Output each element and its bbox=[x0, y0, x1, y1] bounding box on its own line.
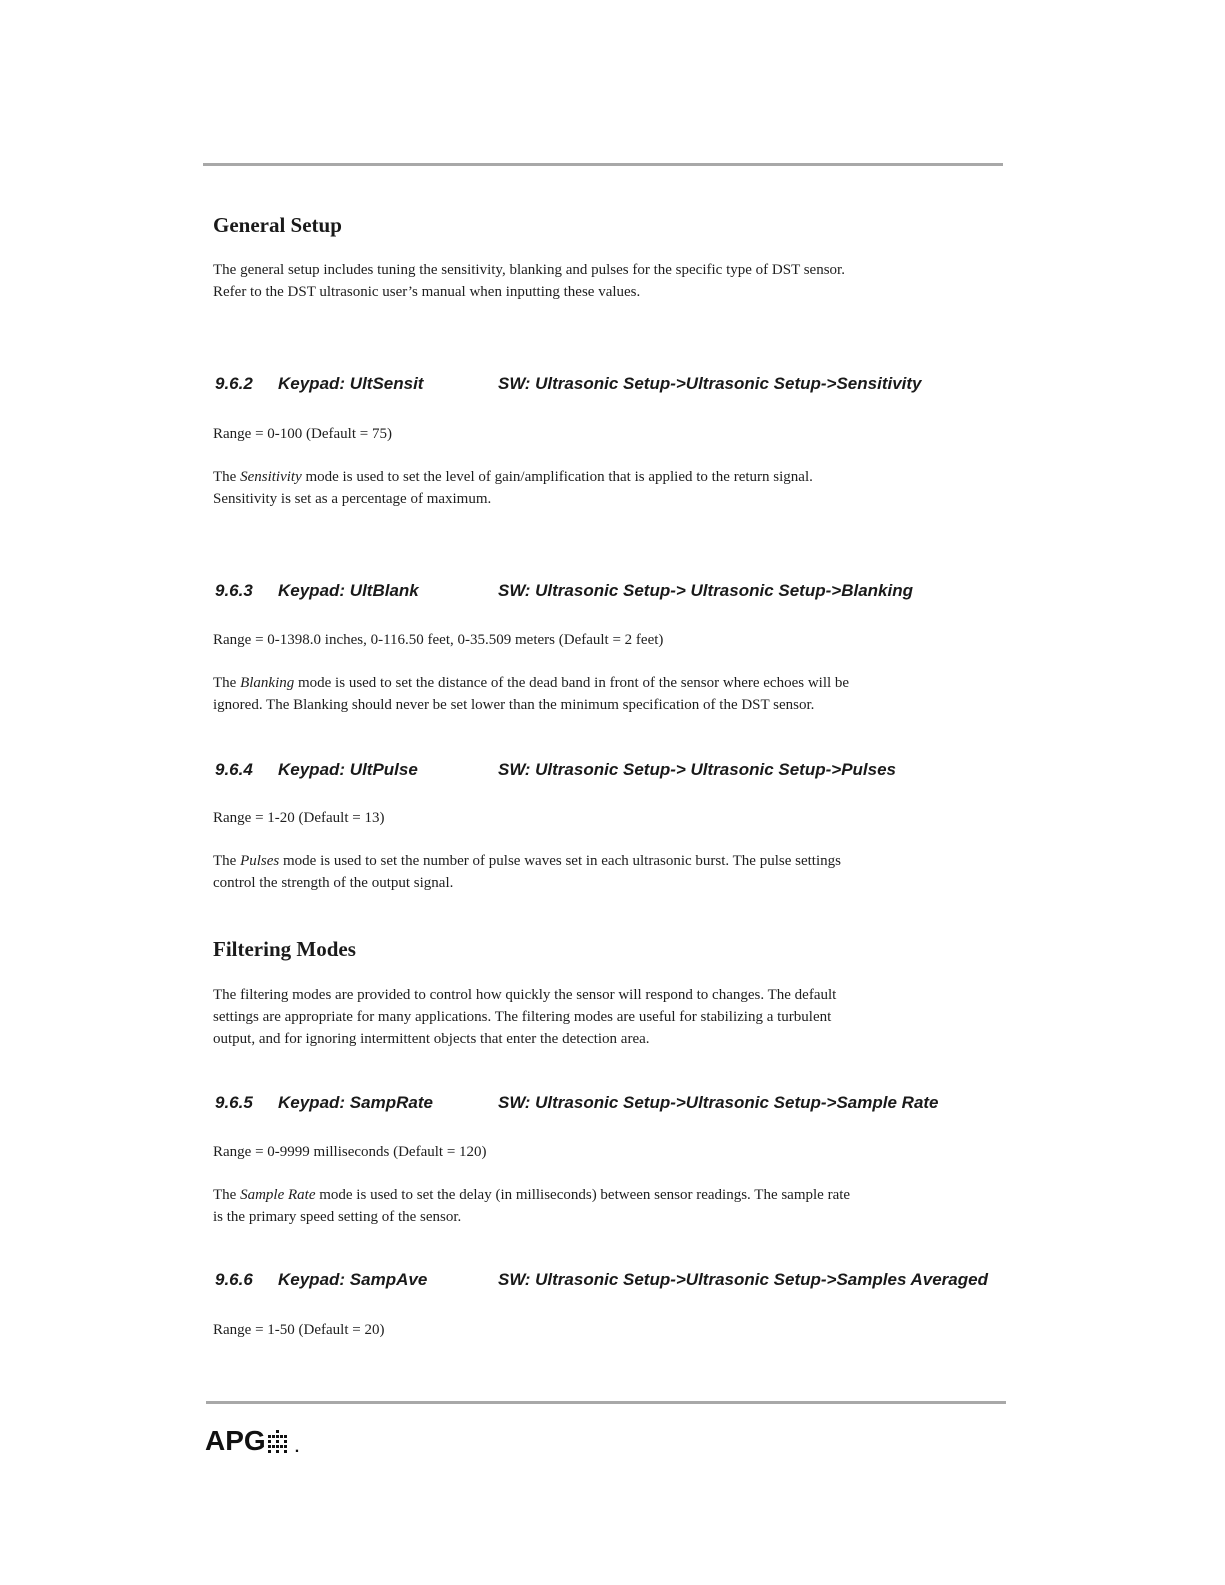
keypad-command: Keypad: SampAve bbox=[278, 1270, 428, 1289]
section-number: 9.6.4 bbox=[215, 760, 253, 779]
section-9-6-4-range bbox=[213, 807, 993, 829]
footer-rule bbox=[206, 1401, 1006, 1404]
description-line-1 bbox=[213, 850, 993, 872]
section-9-6-6-heading bbox=[215, 1269, 1015, 1291]
logo-dot-grid-icon bbox=[268, 1430, 294, 1454]
range-text: Range = 0-9999 milliseconds (Default = 120) bbox=[213, 1144, 487, 1160]
desc-pre: The bbox=[213, 1187, 241, 1203]
section-number: 9.6.3 bbox=[215, 581, 253, 600]
mode-name: Blanking bbox=[240, 675, 295, 691]
software-path: SW: Ultrasonic Setup-> Ultrasonic Setup->Pulses bbox=[498, 760, 897, 779]
software-path: SW: Ultrasonic Setup->Ultrasonic Setup->Samples Averaged bbox=[498, 1270, 988, 1289]
keypad-command: Keypad: UltSensit bbox=[278, 374, 424, 393]
range-text: Range = 1-50 (Default = 20) bbox=[213, 1322, 385, 1338]
description-line-1 bbox=[213, 672, 993, 694]
description-line-1 bbox=[213, 1184, 993, 1206]
general-setup-paragraph bbox=[213, 259, 993, 303]
keypad-command: Keypad: UltPulse bbox=[278, 760, 418, 779]
range-text: Range = 0-100 (Default = 75) bbox=[213, 426, 392, 442]
general-setup-heading: General Setup bbox=[213, 213, 342, 237]
filtering-line-2: settings are appropriate for many applications. The filtering modes are useful for stabilizing a turbulent bbox=[213, 1009, 832, 1025]
software-path: SW: Ultrasonic Setup-> Ultrasonic Setup->Blanking bbox=[498, 581, 913, 600]
mode-name: Sensitivity bbox=[240, 469, 302, 485]
filtering-line-3: output, and for ignoring intermittent objects that enter the detection area. bbox=[213, 1031, 650, 1047]
software-path: SW: Ultrasonic Setup->Ultrasonic Setup->Sensitivity bbox=[498, 374, 922, 393]
section-9-6-3-range bbox=[213, 629, 993, 651]
desc-pre: The bbox=[213, 853, 241, 869]
section-9-6-4-heading bbox=[215, 759, 1015, 781]
desc-pre: The bbox=[213, 675, 241, 691]
section-number: 9.6.2 bbox=[215, 374, 253, 393]
range-text: Range = 0-1398.0 inches, 0-116.50 feet, 0-35.509 meters (Default = 2 feet) bbox=[213, 632, 664, 648]
desc-post: mode is used to set the distance of the dead band in front of the sensor where echoes will be bbox=[294, 675, 850, 691]
section-9-6-5-heading bbox=[215, 1092, 1015, 1114]
mode-name: Sample Rate bbox=[240, 1187, 316, 1203]
section-number: 9.6.6 bbox=[215, 1270, 253, 1289]
description-line-1 bbox=[213, 466, 993, 488]
section-9-6-2-range bbox=[213, 423, 993, 445]
description-line-2: control the strength of the output signal. bbox=[213, 875, 454, 891]
section-9-6-5-range bbox=[213, 1141, 993, 1163]
software-path: SW: Ultrasonic Setup->Ultrasonic Setup->Sample Rate bbox=[498, 1093, 939, 1112]
header-rule bbox=[203, 163, 1003, 166]
desc-post: mode is used to set the number of pulse waves set in each ultrasonic burst. The pulse settings bbox=[279, 853, 841, 869]
section-9-6-3-heading bbox=[215, 580, 1015, 602]
section-9-6-4-description bbox=[213, 850, 993, 894]
filtering-modes-heading: Filtering Modes bbox=[213, 937, 356, 961]
keypad-command: Keypad: SampRate bbox=[278, 1093, 433, 1112]
description-line-2: ignored. The Blanking should never be set lower than the minimum specification of the DST sensor. bbox=[213, 697, 815, 713]
description-line-2: is the primary speed setting of the sensor. bbox=[213, 1209, 462, 1225]
general-setup-line-2: Refer to the DST ultrasonic user’s manual when inputting these values. bbox=[213, 284, 641, 300]
range-text: Range = 1-20 (Default = 13) bbox=[213, 810, 385, 826]
section-9-6-2-heading bbox=[215, 373, 1015, 395]
logo-text: APG bbox=[205, 1425, 266, 1456]
desc-pre: The bbox=[213, 469, 241, 485]
section-9-6-2-description bbox=[213, 466, 993, 510]
apg-logo bbox=[205, 1424, 299, 1456]
filtering-line-1: The filtering modes are provided to control how quickly the sensor will respond to changes. The default bbox=[213, 987, 837, 1003]
section-9-6-6-range bbox=[213, 1319, 993, 1341]
section-number: 9.6.5 bbox=[215, 1093, 253, 1112]
mode-name: Pulses bbox=[240, 853, 280, 869]
section-9-6-3-description bbox=[213, 672, 993, 716]
desc-post: mode is used to set the delay (in milliseconds) between sensor readings. The sample rate bbox=[315, 1187, 851, 1203]
general-setup-line-1: The general setup includes tuning the sensitivity, blanking and pulses for the specific type of DST sensor. bbox=[213, 262, 845, 278]
description-line-2: Sensitivity is set as a percentage of maximum. bbox=[213, 491, 492, 507]
keypad-command: Keypad: UltBlank bbox=[278, 581, 419, 600]
desc-post: mode is used to set the level of gain/amplification that is applied to the return signal. bbox=[301, 469, 813, 485]
logo-mark: . bbox=[294, 1439, 300, 1456]
section-9-6-5-description bbox=[213, 1184, 993, 1228]
filtering-modes-paragraph bbox=[213, 984, 993, 1050]
